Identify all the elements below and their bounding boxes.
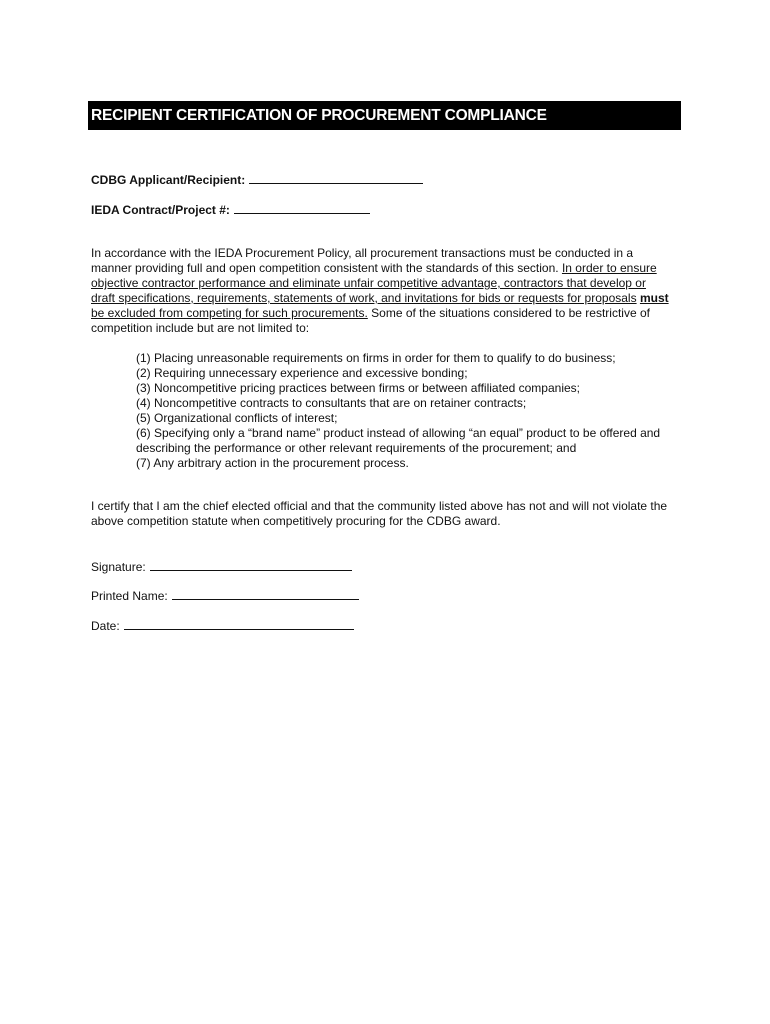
printed-name-blank[interactable]: [172, 589, 359, 600]
list-item: (3) Noncompetitive pricing practices between firms or between affiliated companies;: [136, 381, 580, 395]
document-title: RECIPIENT CERTIFICATION OF PROCUREMENT COMPLIANCE: [88, 101, 681, 130]
intro-paragraph: [91, 246, 671, 336]
list-item: (5) Organizational conflicts of interest;: [136, 411, 338, 425]
applicant-field: [91, 173, 423, 187]
certify-paragraph: I certify that I am the chief elected official and that the community listed above has not and will not violate the above competition statute when competitively procuring for the CDBG award.: [91, 499, 668, 528]
applicant-label: CDBG Applicant/Recipient:: [91, 173, 246, 187]
list-item: (2) Requiring unnecessary experience and excessive bonding;: [136, 366, 468, 380]
intro-must: must: [639, 291, 669, 305]
intro-text-1: In accordance with the IEDA Procurement Policy, all procurement transactions must be conducted in a manner providing full and open competition consistent with the standards of this section.: [91, 246, 634, 275]
intro-underline-2: be excluded from competing for such procurements.: [91, 306, 368, 320]
situations-list: [136, 351, 676, 471]
date-field: [91, 619, 354, 633]
signature-blank[interactable]: [150, 560, 352, 571]
intro-text-2: Some of the situations considered to be restrictive of competition include but are not limited to:: [91, 306, 650, 335]
contract-field: [91, 203, 370, 217]
list-item: (7) Any arbitrary action in the procurement process.: [136, 456, 409, 470]
signature-field: [91, 560, 352, 574]
date-label: Date:: [91, 619, 120, 633]
printed-name-label: Printed Name:: [91, 589, 168, 603]
contract-blank[interactable]: [234, 203, 370, 214]
contract-label: IEDA Contract/Project #:: [91, 203, 230, 217]
list-item: (4) Noncompetitive contracts to consultants that are on retainer contracts;: [136, 396, 527, 410]
applicant-blank[interactable]: [249, 173, 423, 184]
list-item: (6) Specifying only a “brand name” product instead of allowing “an equal” product to be offered and describing the performance or other relevant requirements of the procurement; and: [136, 426, 661, 455]
printed-name-field: [91, 589, 359, 603]
list-item: (1) Placing unreasonable requirements on firms in order for them to qualify to do business;: [136, 351, 616, 365]
signature-label: Signature:: [91, 560, 146, 574]
date-blank[interactable]: [124, 619, 354, 630]
intro-underline-1: In order to ensure objective contractor performance and eliminate unfair competitive advantage, contractors that develop or draft specifications, requirements, statements of work, and invitations for bids or requests for proposals: [91, 261, 657, 305]
